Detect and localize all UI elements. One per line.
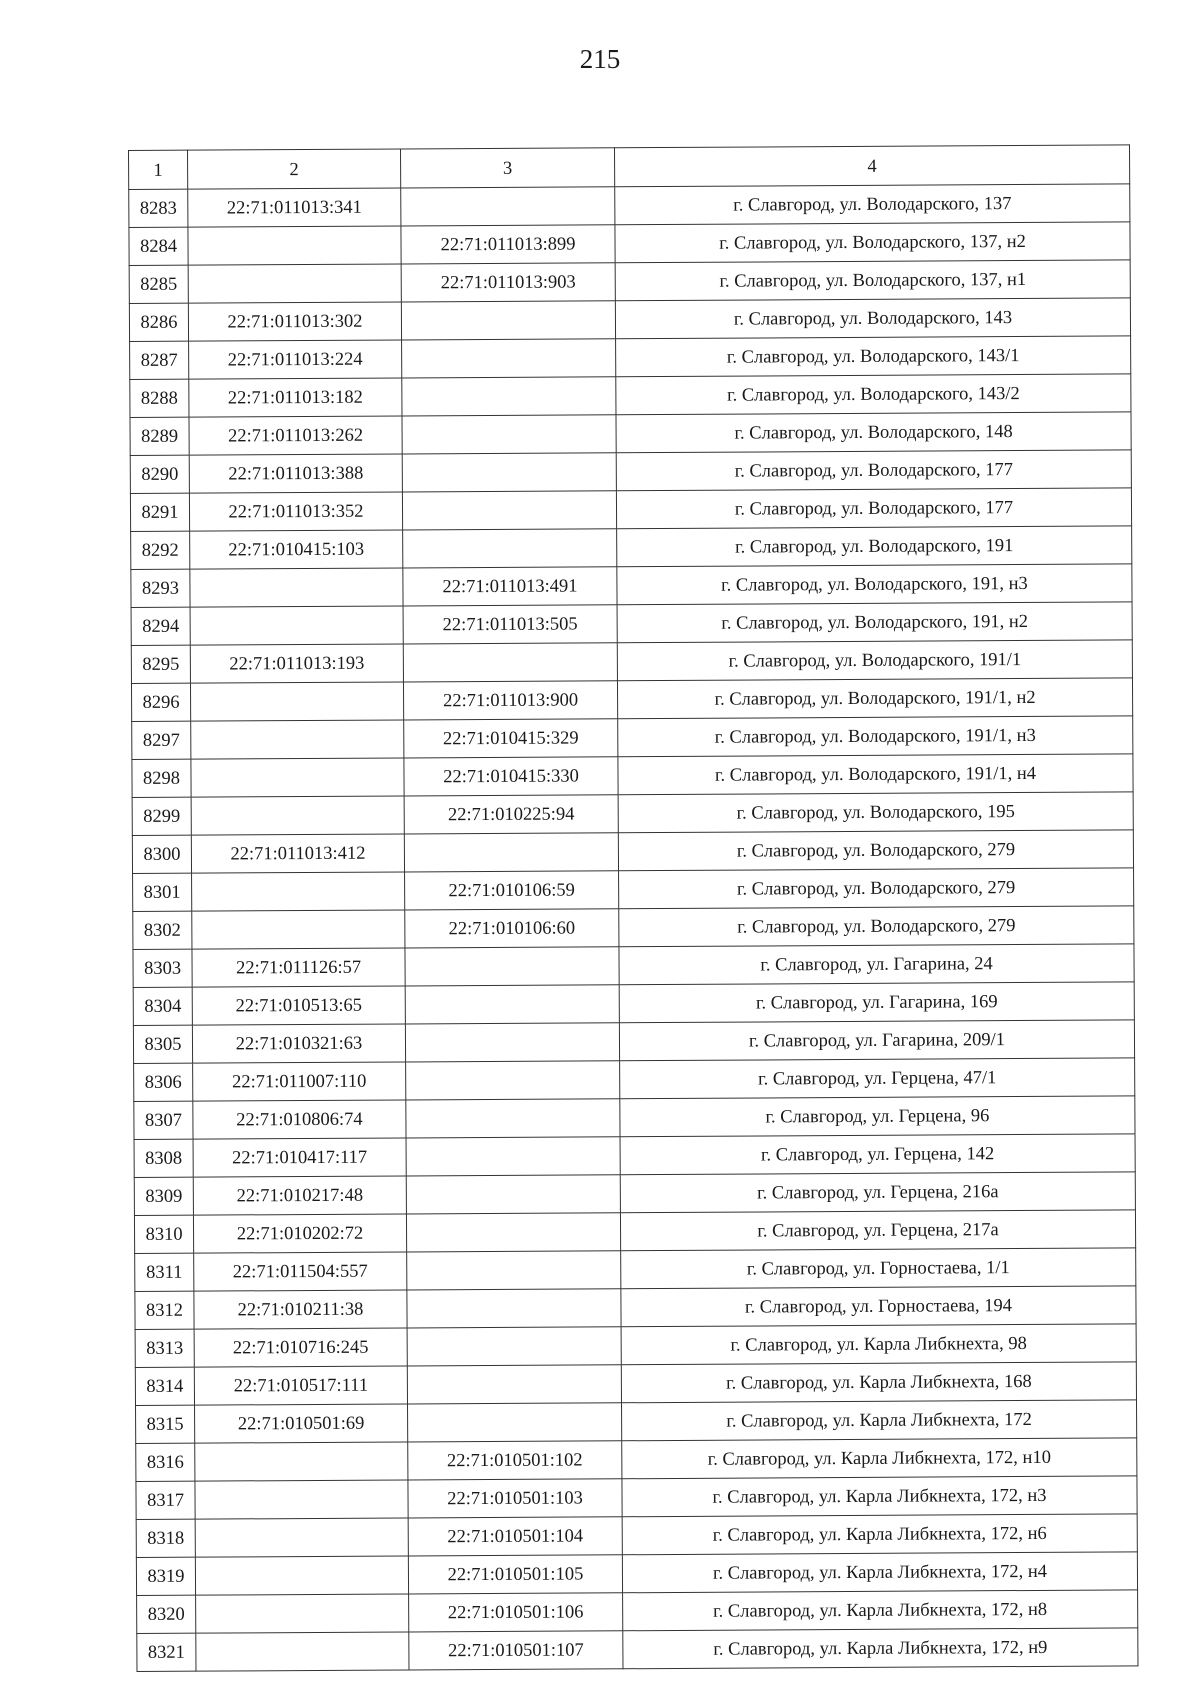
column-header-1: 1 (129, 150, 188, 189)
cadastral-number-premises (403, 529, 617, 568)
address: г. Славгород, ул. Герцена, 47/1 (620, 1058, 1135, 1099)
cadastral-number-land: 22:71:010417:117 (193, 1138, 406, 1177)
row-number: 8284 (129, 227, 188, 265)
row-number: 8295 (131, 645, 190, 683)
cadastral-number-land (192, 910, 405, 949)
cadastral-number-premises (402, 415, 616, 454)
address: г. Славгород, ул. Герцена, 217а (620, 1210, 1135, 1251)
address: г. Славгород, ул. Володарского, 143/2 (616, 374, 1131, 415)
cadastral-number-premises (406, 1213, 620, 1252)
table-row (134, 1058, 1135, 1102)
row-number: 8320 (137, 1595, 196, 1633)
table-row (136, 1438, 1137, 1482)
cadastral-number-land (191, 796, 404, 835)
cadastral-number-land (196, 1632, 409, 1671)
row-number: 8317 (136, 1481, 195, 1519)
page-number: 215 (579, 44, 621, 74)
table-row (130, 412, 1131, 456)
cadastral-number-premises (402, 491, 616, 530)
cadastral-number-premises: 22:71:010501:103 (408, 1479, 622, 1518)
row-number: 8294 (131, 607, 190, 645)
row-number: 8289 (130, 417, 189, 455)
table-row (135, 1248, 1136, 1292)
row-number: 8293 (131, 569, 190, 607)
cadastral-number-land (195, 1480, 408, 1519)
table-row (130, 450, 1131, 494)
cadastral-number-premises (406, 1175, 620, 1214)
address: г. Славгород, ул. Володарского, 279 (619, 906, 1134, 947)
cadastral-number-premises: 22:71:010225:94 (404, 795, 618, 834)
row-number: 8296 (131, 683, 190, 721)
address: г. Славгород, ул. Володарского, 143/1 (616, 336, 1131, 377)
row-number: 8302 (133, 911, 192, 949)
table-row (137, 1590, 1138, 1634)
cadastral-number-land: 22:71:011504:557 (194, 1252, 407, 1291)
cadastral-number-premises (403, 643, 617, 682)
address: г. Славгород, ул. Володарского, 191/1, н2 (617, 678, 1132, 719)
address: г. Славгород, ул. Горностаева, 1/1 (621, 1248, 1136, 1289)
row-number: 8314 (135, 1367, 194, 1405)
table-row (132, 754, 1133, 798)
table-row (133, 1020, 1134, 1064)
address: г. Славгород, ул. Володарского, 143 (615, 298, 1130, 339)
row-number: 8291 (130, 493, 189, 531)
cadastral-number-land (191, 758, 404, 797)
cadastral-number-premises (401, 187, 615, 226)
cadastral-number-premises (407, 1365, 621, 1404)
address: г. Славгород, ул. Карла Либкнехта, 172, н4 (622, 1552, 1137, 1593)
row-number: 8298 (132, 759, 191, 797)
address: г. Славгород, ул. Володарского, 279 (618, 830, 1133, 871)
cadastral-number-land (188, 226, 401, 265)
cadastral-number-premises (406, 1099, 620, 1138)
column-header-4: 4 (614, 145, 1129, 187)
address: г. Славгород, ул. Володарского, 191 (617, 526, 1132, 567)
cadastral-number-land (191, 720, 404, 759)
cadastral-number-premises: 22:71:010415:329 (404, 719, 618, 758)
column-header-2: 2 (188, 149, 401, 189)
registry-table (128, 144, 1138, 1672)
row-number: 8318 (136, 1519, 195, 1557)
row-number: 8288 (130, 379, 189, 417)
row-number: 8303 (133, 949, 192, 987)
table-row (131, 678, 1132, 722)
cadastral-number-land (192, 872, 405, 911)
row-number: 8306 (134, 1063, 193, 1101)
cadastral-number-premises: 22:71:010501:105 (408, 1555, 622, 1594)
cadastral-number-land: 22:71:011007:110 (193, 1062, 406, 1101)
address: г. Славгород, ул. Володарского, 191/1, н3 (618, 716, 1133, 757)
address: г. Славгород, ул. Гагарина, 209/1 (619, 1020, 1134, 1061)
table-row (136, 1476, 1137, 1520)
address: г. Славгород, ул. Карла Либкнехта, 172 (622, 1400, 1137, 1441)
cadastral-number-land: 22:71:011013:224 (189, 340, 402, 379)
table-header-row (129, 145, 1130, 190)
table-row (129, 260, 1130, 304)
table-row (135, 1286, 1136, 1330)
row-number: 8309 (134, 1177, 193, 1215)
cadastral-number-premises (401, 301, 615, 340)
address: г. Славгород, ул. Володарского, 137, н2 (615, 222, 1130, 263)
cadastral-number-premises (407, 1251, 621, 1290)
table-row (131, 526, 1132, 570)
table-row (131, 640, 1132, 684)
address: г. Славгород, ул. Володарского, 137 (615, 184, 1130, 225)
cadastral-number-land (195, 1518, 408, 1557)
address: г. Славгород, ул. Карла Либкнехта, 172, н10 (622, 1438, 1137, 1479)
address: г. Славгород, ул. Володарского, 191/1, н4 (618, 754, 1133, 795)
table-row (136, 1514, 1137, 1558)
cadastral-number-premises (407, 1289, 621, 1328)
cadastral-number-premises: 22:71:011013:903 (401, 263, 615, 302)
address: г. Славгород, ул. Герцена, 142 (620, 1134, 1135, 1175)
row-number: 8321 (137, 1633, 196, 1671)
cadastral-number-premises: 22:71:011013:491 (403, 567, 617, 606)
address: г. Славгород, ул. Карла Либкнехта, 172, н8 (623, 1590, 1138, 1631)
table-row (136, 1400, 1137, 1444)
table-row (133, 982, 1134, 1026)
table-row (130, 336, 1131, 380)
table-row (134, 1210, 1135, 1254)
address: г. Славгород, ул. Гагарина, 24 (619, 944, 1134, 985)
cadastral-number-land (190, 568, 403, 607)
row-number: 8285 (129, 265, 188, 303)
cadastral-number-land (190, 606, 403, 645)
address: г. Славгород, ул. Карла Либкнехта, 172, н9 (623, 1628, 1138, 1669)
cadastral-number-land: 22:71:011013:412 (191, 834, 404, 873)
cadastral-number-land: 22:71:010806:74 (193, 1100, 406, 1139)
table-row (129, 222, 1130, 266)
row-number: 8283 (129, 189, 188, 227)
table-row (137, 1628, 1138, 1672)
row-number: 8308 (134, 1139, 193, 1177)
row-number: 8311 (135, 1253, 194, 1291)
cadastral-number-premises (406, 1137, 620, 1176)
address: г. Славгород, ул. Володарского, 191/1 (617, 640, 1132, 681)
cadastral-number-premises: 22:71:010501:106 (409, 1593, 623, 1632)
table-row (132, 830, 1133, 874)
row-number: 8305 (133, 1025, 192, 1063)
cadastral-number-land: 22:71:011013:262 (189, 416, 402, 455)
table-row (131, 602, 1132, 646)
table-row (134, 1172, 1135, 1216)
row-number: 8290 (130, 455, 189, 493)
cadastral-number-premises: 22:71:010501:107 (409, 1631, 623, 1670)
row-number: 8300 (132, 835, 191, 873)
table-row (130, 374, 1131, 418)
cadastral-number-land: 22:71:011013:193 (190, 644, 403, 683)
address: г. Славгород, ул. Володарского, 177 (616, 450, 1131, 491)
table-row (134, 1134, 1135, 1178)
address: г. Славгород, ул. Герцена, 216а (620, 1172, 1135, 1213)
table-row (135, 1362, 1136, 1406)
cadastral-number-land: 22:71:010415:103 (190, 530, 403, 569)
cadastral-number-land (195, 1442, 408, 1481)
address: г. Славгород, ул. Володарского, 195 (618, 792, 1133, 833)
column-header-3: 3 (400, 148, 614, 188)
row-number: 8292 (131, 531, 190, 569)
cadastral-number-land: 22:71:010202:72 (193, 1214, 406, 1253)
cadastral-number-land: 22:71:010501:69 (195, 1404, 408, 1443)
table-row (129, 298, 1130, 342)
table-row (132, 792, 1133, 836)
row-number: 8304 (133, 987, 192, 1025)
cadastral-number-premises: 22:71:010501:104 (408, 1517, 622, 1556)
cadastral-number-land: 22:71:010211:38 (194, 1290, 407, 1329)
row-number: 8316 (136, 1443, 195, 1481)
address: г. Славгород, ул. Карла Либкнехта, 172, н6 (622, 1514, 1137, 1555)
cadastral-number-premises: 22:71:011013:900 (403, 681, 617, 720)
table-row (129, 184, 1130, 228)
table-body (129, 184, 1138, 1672)
cadastral-number-premises (404, 833, 618, 872)
address: г. Славгород, ул. Володарского, 191, н3 (617, 564, 1132, 605)
row-number: 8299 (132, 797, 191, 835)
row-number: 8313 (135, 1329, 194, 1367)
cadastral-number-land: 22:71:011126:57 (192, 948, 405, 987)
cadastral-number-premises (405, 985, 619, 1024)
row-number: 8315 (136, 1405, 195, 1443)
row-number: 8297 (132, 721, 191, 759)
address: г. Славгород, ул. Карла Либкнехта, 98 (621, 1324, 1136, 1365)
address: г. Славгород, ул. Володарского, 137, н1 (615, 260, 1130, 301)
cadastral-number-premises (402, 339, 616, 378)
cadastral-number-premises: 22:71:010106:59 (405, 871, 619, 910)
cadastral-number-land: 22:71:011013:341 (188, 188, 401, 227)
cadastral-number-land: 22:71:010716:245 (194, 1328, 407, 1367)
cadastral-number-premises (405, 1023, 619, 1062)
cadastral-number-premises: 22:71:011013:899 (401, 225, 615, 264)
cadastral-number-land (190, 682, 403, 721)
cadastral-number-land: 22:71:011013:182 (189, 378, 402, 417)
row-number: 8310 (134, 1215, 193, 1253)
cadastral-number-land: 22:71:010513:65 (192, 986, 405, 1025)
cadastral-number-land: 22:71:011013:352 (189, 492, 402, 531)
cadastral-number-premises (402, 453, 616, 492)
cadastral-number-land: 22:71:011013:388 (189, 454, 402, 493)
table-row (133, 944, 1134, 988)
address: г. Славгород, ул. Володарского, 279 (619, 868, 1134, 909)
row-number: 8286 (129, 303, 188, 341)
address: г. Славгород, ул. Карла Либкнехта, 172, н3 (622, 1476, 1137, 1517)
row-number: 8319 (136, 1557, 195, 1595)
cadastral-number-land (195, 1556, 408, 1595)
cadastral-number-land: 22:71:010217:48 (193, 1176, 406, 1215)
row-number: 8287 (130, 341, 189, 379)
address: г. Славгород, ул. Герцена, 96 (620, 1096, 1135, 1137)
row-number: 8301 (133, 873, 192, 911)
cadastral-number-land: 22:71:011013:302 (188, 302, 401, 341)
address: г. Славгород, ул. Горностаева, 194 (621, 1286, 1136, 1327)
cadastral-number-premises (406, 1061, 620, 1100)
cadastral-number-premises: 22:71:010415:330 (404, 757, 618, 796)
table-row (132, 716, 1133, 760)
address: г. Славгород, ул. Володарского, 191, н2 (617, 602, 1132, 643)
address: г. Славгород, ул. Володарского, 177 (616, 488, 1131, 529)
cadastral-number-premises: 22:71:010501:102 (408, 1441, 622, 1480)
table-row (136, 1552, 1137, 1596)
cadastral-number-land: 22:71:010517:111 (194, 1366, 407, 1405)
cadastral-number-premises (407, 1327, 621, 1366)
cadastral-number-premises: 22:71:011013:505 (403, 605, 617, 644)
cadastral-number-premises (408, 1403, 622, 1442)
cadastral-number-land (196, 1594, 409, 1633)
address: г. Славгород, ул. Гагарина, 169 (619, 982, 1134, 1023)
table-row (131, 564, 1132, 608)
cadastral-number-land: 22:71:010321:63 (192, 1024, 405, 1063)
cadastral-number-land (188, 264, 401, 303)
cadastral-number-premises (402, 377, 616, 416)
row-number: 8307 (134, 1101, 193, 1139)
row-number: 8312 (135, 1291, 194, 1329)
table-row (134, 1096, 1135, 1140)
cadastral-number-premises (405, 947, 619, 986)
cadastral-number-premises: 22:71:010106:60 (405, 909, 619, 948)
table-row (133, 868, 1134, 912)
table-row (133, 906, 1134, 950)
table-row (130, 488, 1131, 532)
table-row (135, 1324, 1136, 1368)
address: г. Славгород, ул. Володарского, 148 (616, 412, 1131, 453)
address: г. Славгород, ул. Карла Либкнехта, 168 (621, 1362, 1136, 1403)
